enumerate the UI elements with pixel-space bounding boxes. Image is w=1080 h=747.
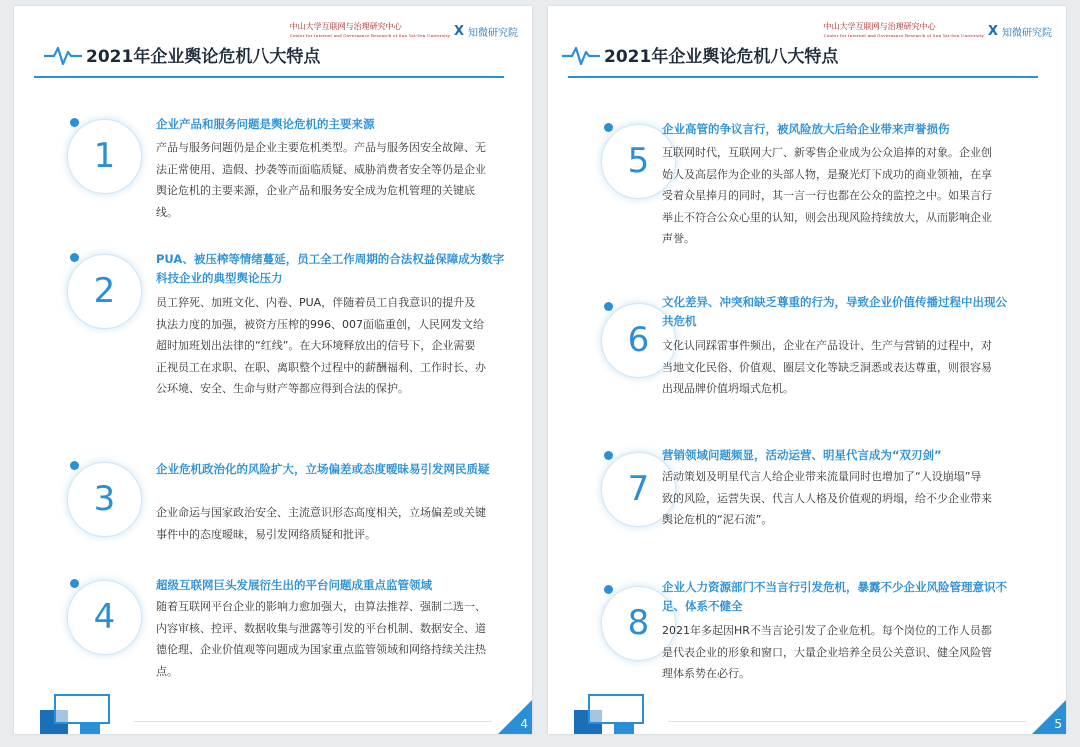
item-title: 企业人力资源部门不当言行引发危机，暴露不少企业风险管理意识不足、体系不健全 [662,580,1007,613]
item-number: 3 [93,479,116,519]
zhiwei-logo: 知微研究院 [1002,27,1052,39]
footer-decoration [574,694,664,734]
item-title: 文化差异、冲突和缺乏尊重的行为，导致企业价值传播过程中出现公共危机 [662,295,1007,328]
institute-logo-en: Center for Internet and Governance Research of Sun Yat-Sen University [823,33,984,38]
item-body: 产品与服务问题仍是企业主要危机类型。产品与服务因安全故障、无法正常使用、造假、抄袭等而面临质疑、威胁消费者安全等仍是企业舆论危机的主要来源，企业产品和服务安全成为危机管理的关键底线。 [156,141,486,219]
page-title: 2021年企业舆论危机八大特点 [86,47,321,67]
institute-logo [290,22,450,40]
item-body: 互联网时代，互联网大厂、新零售企业成为公众追捧的对象。企业创始人及高层作为企业的头部人物，是聚光灯下成功的商业领袖，在享受着众星捧月的同时，其一言一行也都在公众的监控之中。如果言行举止不符合公众心里的认知，则会出现风险持续放大，从而影响企业声誉。 [662,146,992,245]
page-right [548,6,1066,734]
item-body: 随着互联网平台企业的影响力愈加强大，由算法推荐、强制二选一、内容审核、控评、数据收集与泄露等引发的平台机制、数据安全、道德伦理、企业价值观等问题成为国家重点监管领域和网络持续关注热点。 [156,600,486,678]
number-circle [67,119,142,194]
item-body: 企业命运与国家政治安全、主流意识形态高度相关，立场偏差或关键事件中的态度暧昧，易引发网络质疑和批评。 [156,506,486,541]
item-number: 7 [627,469,650,509]
page-header [44,42,320,67]
item-title: PUA、被压榨等情绪蔓延，员工全工作周期的合法权益保障成为数字科技企业的典型舆论压力 [156,252,505,285]
page-number: 4 [520,717,528,731]
page-left [14,6,532,734]
header-logos [824,22,1052,40]
x-mark: X [453,23,464,39]
item-number: 5 [627,141,650,181]
page-title: 2021年企业舆论危机八大特点 [604,47,839,67]
institute-logo-cn: 中山大学互联网与治理研究中心 [289,22,402,31]
number-circle [67,580,142,655]
footer-divider [668,721,1026,722]
institute-logo-cn: 中山大学互联网与治理研究中心 [823,22,936,31]
item-body: 文化认同踩雷事件频出，企业在产品设计、生产与营销的过程中，对当地文化民俗、价值观、圈层文化等缺乏洞悉或表达尊重，则很容易出现品牌价值坍塌式危机。 [662,339,992,395]
item-number: 1 [93,136,116,176]
item-number: 2 [93,271,116,311]
item-title: 超级互联网巨头发展衍生出的平台问题成重点监管领域 [156,578,432,592]
pulse-icon [44,44,82,66]
item-number: 8 [627,603,650,643]
x-mark: X [987,23,998,39]
footer-decoration [40,694,130,734]
item-title: 企业高管的争议言行，被风险放大后给企业带来声誉损伤 [662,122,950,136]
item-title: 企业产品和服务问题是舆论危机的主要来源 [156,117,375,131]
page-header [562,42,838,67]
header-divider [568,76,1038,78]
number-circle [67,462,142,537]
header-divider [34,76,504,78]
item-number: 6 [627,320,650,360]
item-title: 营销领域问题频显，活动运营、明星代言成为“双刃剑” [662,448,942,462]
institute-logo-en: Center for Internet and Governance Research of Sun Yat-Sen University [289,33,450,38]
item-body: 员工猝死、加班文化、内卷、PUA，伴随着员工自我意识的提升及执法力度的加强，被资方压榨的996、007面临重创，人民网发文给超时加班划出法律的“红线”。在大环境释放出的信号下，企业需要正视员工在求职、在职、离职整个过程中的薪酬福利、工作时长、办公环境、安全、生命与财产等都应得到合法的保护。 [156,296,486,395]
footer-divider [134,721,492,722]
page-number: 5 [1054,717,1062,731]
number-circle [67,254,142,329]
institute-logo [824,22,984,40]
item-title: 企业危机政治化的风险扩大，立场偏差或态度暧昧易引发网民质疑 [156,462,490,476]
item-body: 活动策划及明星代言人给企业带来流量同时也增加了“人设崩塌”导致的风险，运营失误、代言人人格及价值观的坍塌，给不少企业带来舆论危机的“泥石流”。 [662,470,992,526]
zhiwei-logo: 知微研究院 [468,27,518,39]
item-body: 2021年多起因HR不当言论引发了企业危机。每个岗位的工作人员都是代表企业的形象和窗口，大量企业培养全员公关意识、健全风险管理体系势在必行。 [662,624,992,680]
pulse-icon [562,44,600,66]
item-number: 4 [93,597,116,637]
header-logos [290,22,518,40]
